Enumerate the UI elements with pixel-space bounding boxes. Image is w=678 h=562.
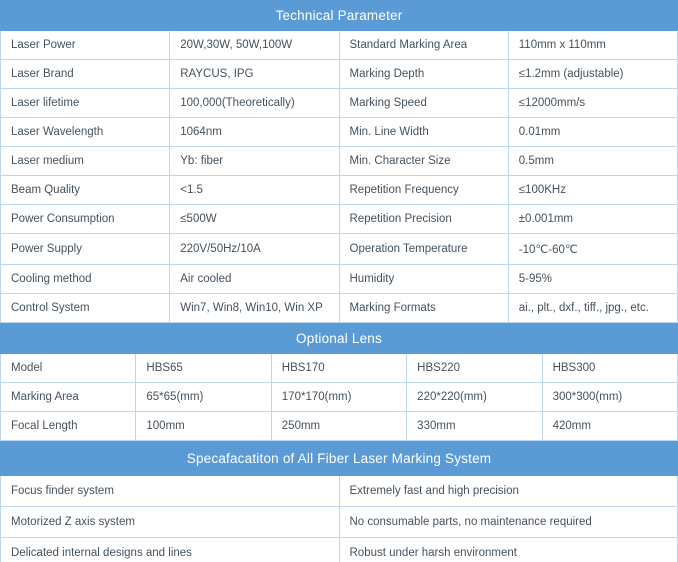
cell-value: <1.5 — [170, 176, 339, 205]
cell-label: Power Consumption — [1, 205, 170, 234]
cell-value: 0.5mm — [508, 147, 677, 176]
cell-label: Power Supply — [1, 234, 170, 265]
cell-label: Marking Formats — [339, 294, 508, 323]
table-row — [1, 147, 678, 176]
cell-value: 0.01mm — [508, 118, 677, 147]
cell-value: 100mm — [136, 412, 271, 441]
cell-value: HBS300 — [542, 354, 677, 383]
cell-value: HBS170 — [271, 354, 406, 383]
cell-label: Marking Area — [1, 383, 136, 412]
cell-value: 220V/50Hz/10A — [170, 234, 339, 265]
table-row — [1, 354, 678, 383]
cell-label: Repetition Precision — [339, 205, 508, 234]
cell-value: 250mm — [271, 412, 406, 441]
specification-header-row — [1, 442, 678, 476]
cell-value: 100,000(Theoretically) — [170, 89, 339, 118]
technical-parameter-title: Technical Parameter — [1, 1, 678, 31]
cell-value: Robust under harsh environment — [339, 538, 678, 562]
cell-value: Air cooled — [170, 265, 339, 294]
cell-value: 420mm — [542, 412, 677, 441]
table-row — [1, 60, 678, 89]
cell-value: 65*65(mm) — [136, 383, 271, 412]
cell-value: No consumable parts, no maintenance required — [339, 507, 678, 538]
cell-label: Laser Brand — [1, 60, 170, 89]
cell-label: Delicated internal designs and lines — [1, 538, 340, 562]
cell-value: Extremely fast and high precision — [339, 476, 678, 507]
cell-value: HBS220 — [407, 354, 542, 383]
cell-label: Laser Wavelength — [1, 118, 170, 147]
table-row — [1, 476, 678, 507]
cell-value: RAYCUS, IPG — [170, 60, 339, 89]
cell-value: Yb: fiber — [170, 147, 339, 176]
table-row — [1, 507, 678, 538]
cell-value: 300*300(mm) — [542, 383, 677, 412]
table-row — [1, 118, 678, 147]
technical-parameter-header-row — [1, 1, 678, 31]
cell-label: Cooling method — [1, 265, 170, 294]
table-row — [1, 31, 678, 60]
optional-lens-header-row — [1, 324, 678, 354]
cell-label: Focal Length — [1, 412, 136, 441]
cell-value: ≤500W — [170, 205, 339, 234]
cell-label: Marking Speed — [339, 89, 508, 118]
cell-label: Repetition Frequency — [339, 176, 508, 205]
cell-label: Control System — [1, 294, 170, 323]
specification-table — [0, 441, 678, 562]
cell-label: Motorized Z axis system — [1, 507, 340, 538]
cell-value: Win7, Win8, Win10, Win XP — [170, 294, 339, 323]
table-row — [1, 89, 678, 118]
cell-value: 1064nm — [170, 118, 339, 147]
cell-value: ≤100KHz — [508, 176, 677, 205]
cell-label: Min. Line Width — [339, 118, 508, 147]
cell-value: 330mm — [407, 412, 542, 441]
cell-value: 20W,30W, 50W,100W — [170, 31, 339, 60]
cell-value: 220*220(mm) — [407, 383, 542, 412]
table-row — [1, 383, 678, 412]
cell-label: Laser lifetime — [1, 89, 170, 118]
cell-value: 170*170(mm) — [271, 383, 406, 412]
cell-value: 110mm x 110mm — [508, 31, 677, 60]
cell-label: Beam Quality — [1, 176, 170, 205]
table-row — [1, 205, 678, 234]
table-row — [1, 176, 678, 205]
cell-value: ≤1.2mm (adjustable) — [508, 60, 677, 89]
table-row — [1, 234, 678, 265]
cell-value: HBS65 — [136, 354, 271, 383]
cell-value: -10℃-60℃ — [508, 234, 677, 265]
cell-value: ±0.001mm — [508, 205, 677, 234]
cell-label: Laser medium — [1, 147, 170, 176]
specification-title: Specafacatiton of All Fiber Laser Marking System — [1, 442, 678, 476]
cell-label: Standard Marking Area — [339, 31, 508, 60]
cell-label: Operation Temperature — [339, 234, 508, 265]
cell-label: Focus finder system — [1, 476, 340, 507]
cell-label: Min. Character Size — [339, 147, 508, 176]
cell-value: ai., plt., dxf., tiff., jpg., etc. — [508, 294, 677, 323]
cell-label: Marking Depth — [339, 60, 508, 89]
table-row — [1, 538, 678, 562]
cell-value: 5-95% — [508, 265, 677, 294]
cell-label: Model — [1, 354, 136, 383]
cell-value: ≤12000mm/s — [508, 89, 677, 118]
optional-lens-title: Optional Lens — [1, 324, 678, 354]
table-row — [1, 412, 678, 441]
table-row — [1, 265, 678, 294]
table-row — [1, 294, 678, 323]
cell-label: Humidity — [339, 265, 508, 294]
optional-lens-table — [0, 323, 678, 441]
cell-label: Laser Power — [1, 31, 170, 60]
